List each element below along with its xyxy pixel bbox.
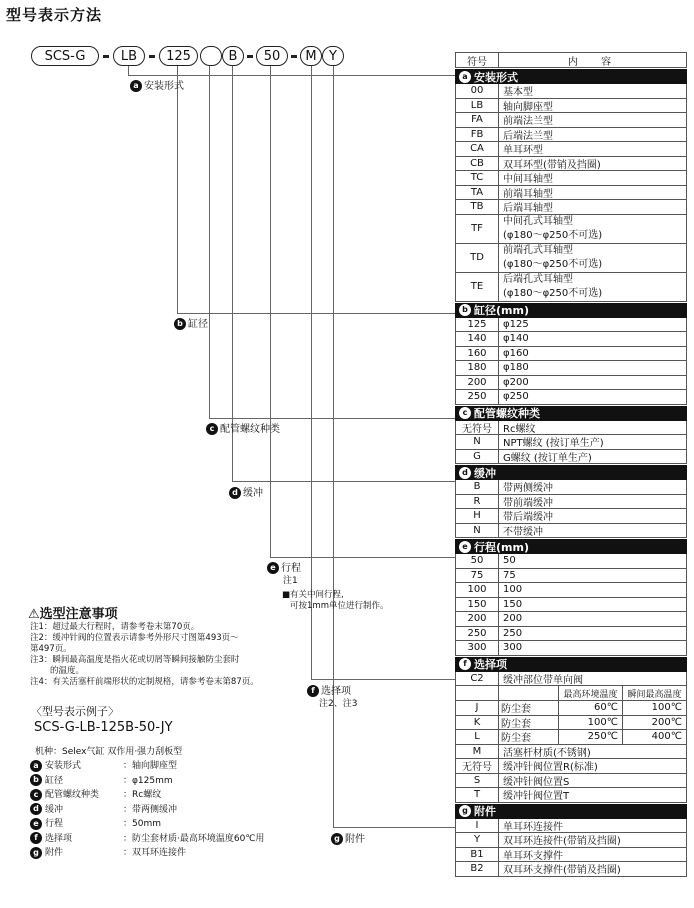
model-part-bore: 125 [159,46,198,66]
table-row [455,480,687,495]
row-desc: 单耳环支撑件 [503,850,563,861]
table-row [455,554,687,569]
badge-icon: a [30,760,42,772]
row-desc-note: (φ180～φ250不可选) [503,258,603,270]
table-row [455,332,687,347]
row-code: TE [456,273,499,301]
row-desc: 轴向脚座型 [503,101,553,112]
model-separator [103,55,109,58]
table-row [455,495,687,510]
row-desc: 活塞杆材质(不锈钢) [503,747,591,758]
badge-icon: e [267,562,279,574]
leader-b [177,66,178,314]
badge-icon: b [459,304,471,316]
leader-d [232,481,455,482]
table-row [455,99,687,114]
row-desc [499,701,686,715]
example-value: ：φ125mm [123,775,173,786]
table-row [455,142,687,157]
model-part-stroke: 50 [256,46,288,66]
row-ambient-temp: 250℃ [558,730,622,744]
row-code: TB [456,200,499,214]
example-value: ：Rc螺纹 [123,790,162,800]
row-desc: 带两侧缓冲 [503,483,553,494]
table-row [455,759,687,774]
badge-icon: c [206,423,218,435]
section-port-thread: c 配管螺纹种类 [455,406,687,421]
row-code: N [456,524,499,538]
row-desc: φ250 [503,391,529,403]
section-bore: b 缸径(mm) [455,303,687,318]
row-code: B2 [456,862,499,876]
table-row [455,583,687,598]
row-desc: 后端法兰型 [503,130,553,141]
row-desc: 100 [503,584,523,596]
row-ambient-temp: 60℃ [558,701,622,715]
row-desc: φ140 [503,333,529,345]
row-desc: 250 [503,627,523,639]
table-row [455,450,687,465]
row-code: L [456,730,499,744]
table-row [455,84,687,99]
table-row [455,598,687,613]
row-material: 防尘套 [501,704,531,715]
callout-option: f 选择项 [307,685,351,698]
row-code: H [456,509,499,523]
header-desc: 内 容 [567,56,622,67]
row-code: 50 [456,554,499,568]
row-desc: 75 [503,569,516,581]
row-desc: 200 [503,613,523,625]
badge-icon: e [459,541,471,553]
row-desc: 300 [503,642,523,654]
row-code: 125 [456,318,499,332]
table-row [455,435,687,450]
row-desc: 150 [503,598,523,610]
example-item [30,803,264,818]
row-code: 75 [456,569,499,583]
temp-header-row [455,686,687,701]
callout-accessory: g 附件 [331,833,365,846]
section-stroke: e 行程(mm) [455,539,687,554]
row-code: R [456,495,499,509]
warning-heading: ⚠选型注意事项 [28,607,118,622]
row-instant-temp: 100℃ [622,701,686,715]
row-code: G [456,450,499,464]
row-material: 防尘套 [501,733,531,744]
callout-port-thread: c 配管螺纹种类 [206,423,280,436]
row-code: TC [456,171,499,185]
table-row [455,347,687,362]
section-accessory: g 附件 [455,804,687,819]
badge-icon: f [307,685,319,697]
page-title: 型号表示方法 [6,6,103,24]
row-desc: 单耳环型 [503,145,543,156]
table-row [455,612,687,627]
row-desc-line: 后端孔式耳轴型 [503,273,573,285]
badge-icon: c [459,407,471,419]
stroke-note-line-2: 可按1mm单位进行制作。 [290,601,389,611]
row-desc-note: (φ180～φ250不可选) [503,287,603,299]
row-desc: 基本型 [503,87,533,98]
table-row [455,774,687,789]
leader-b [177,313,455,314]
row-desc: Rc螺纹 [503,423,536,434]
row-code: 00 [456,84,499,98]
row-desc: 不带缓冲 [503,526,543,537]
row-code: TD [456,244,499,272]
table-row [455,421,687,436]
model-part-cushion: B [222,46,244,66]
badge-icon: b [174,318,186,330]
row-desc [499,244,686,272]
row-code: CB [456,157,499,171]
temp-header-instant: 瞬间最高温度 [622,686,686,700]
badge-icon: g [331,833,343,845]
row-code: B [456,480,499,494]
spec-table [455,52,687,877]
badge-icon: d [459,467,471,479]
row-desc [499,716,686,730]
example-value: ：50mm [123,819,161,829]
row-desc: 双耳环型(带销及挡圈) [503,159,601,170]
example-item [30,817,264,832]
row-ambient-temp: 100℃ [558,716,622,730]
row-desc-line: 前端孔式耳轴型 [503,244,573,256]
badge-icon: c [30,789,42,801]
row-code: B1 [456,848,499,862]
row-desc: φ125 [503,318,529,330]
model-part-option: M [300,46,322,66]
leader-g [333,66,334,828]
row-desc: 双耳环连接件(带销及挡圈) [503,836,621,847]
leader-c [209,418,455,419]
row-desc [499,273,686,301]
table-row [455,273,687,302]
table-row [455,157,687,172]
model-part-series: SCS-G [31,46,99,66]
badge-icon: b [30,774,42,786]
row-code: I [456,819,499,833]
example-list [30,759,264,861]
leader-d [232,66,233,482]
example-value: ：防尘套材质·最高环境温度60℃用 [123,833,265,844]
row-desc: 前端法兰型 [503,116,553,127]
badge-icon: a [459,71,471,83]
table-row [455,509,687,524]
table-row [455,200,687,215]
example-item [30,788,264,803]
example-value: ：轴向脚座型 [123,761,178,771]
example-item [30,774,264,789]
row-desc: 带后端缓冲 [503,512,553,523]
row-desc: G螺纹 (按订单生产) [503,452,592,463]
table-row [455,569,687,584]
example-item [30,832,264,847]
callout-stroke-note: 注1 [283,576,298,586]
leader-c [209,66,210,419]
section-mounting: a 安装形式 [455,69,687,84]
example-value: ：双耳环连接件 [123,848,187,858]
row-code: 250 [456,627,499,641]
table-row [455,215,687,244]
badge-icon: a [130,80,142,92]
example-key: 附件 [45,848,64,858]
callout-option-note: 注2、注3 [319,699,358,709]
section-option: f 选择项 [455,657,687,672]
table-row [455,848,687,863]
row-code: 250 [456,390,499,404]
example-key: 安装形式 [45,761,82,771]
model-separator [149,55,155,58]
row-code: TA [456,186,499,200]
table-row [455,171,687,186]
table-row [455,627,687,642]
row-material: 防尘套 [501,718,531,729]
row-code: Y [456,833,499,847]
table-row [455,390,687,405]
row-desc: 单耳环连接件 [503,821,563,832]
temp-header-ambient: 最高环境温度 [558,686,622,700]
row-desc: 中间耳轴型 [503,174,553,185]
badge-icon: e [30,818,42,830]
row-code: 100 [456,583,499,597]
row-code: J [456,701,499,715]
table-row [455,862,687,877]
row-code: K [456,716,499,730]
row-desc-note: (φ180～φ250不可选) [503,229,603,241]
table-row [455,113,687,128]
example-machine: 机种：Selex气缸 双作用·强力刮板型 [35,747,183,757]
badge-icon: g [30,847,42,859]
stroke-note-line-1: ■有关中间行程, [282,590,344,600]
example-key: 行程 [45,819,64,829]
example-item [30,759,264,774]
row-code: T [456,788,499,802]
table-header [455,52,687,68]
row-code: 150 [456,598,499,612]
table-row [455,745,687,760]
table-row [455,376,687,391]
example-key: 配管螺纹种类 [45,790,100,800]
leader-e [270,66,271,558]
row-desc: φ200 [503,376,529,388]
example-key: 缓冲 [45,804,64,815]
table-row [455,730,687,745]
table-row [455,318,687,333]
example-item [30,846,264,861]
row-desc: φ180 [503,362,529,374]
row-code: TF [456,215,499,243]
leader-e [270,557,455,558]
model-part-port-thread [200,46,222,66]
warning-icon: ⚠ [28,607,40,622]
row-code: 300 [456,641,499,655]
example-heading: 〈型号表示例子〉 [31,705,119,718]
row-instant-temp: 200℃ [622,716,686,730]
row-desc: 缓冲针阀位置S [503,776,570,787]
table-row [455,186,687,201]
model-separator [247,55,253,58]
badge-icon: g [459,805,471,817]
row-code: 200 [456,376,499,390]
row-desc: 前端耳轴型 [503,188,553,199]
section-cushion: d 缓冲 [455,465,687,480]
callout-stroke: e 行程 [267,562,301,575]
table-row [455,244,687,273]
row-code: 140 [456,332,499,346]
row-code: 无符号 [456,759,499,773]
example-key: 选择项 [45,833,73,844]
warning-notes: 注1：超过最大行程时，请参考卷末第70页。 注2：缓冲针阀的位置表示请参考外形尺寸图第493页～ 第497页。 注3：瞬间最高温度是指火花或切屑等瞬间接触防尘套时 的温度。 注4：有关活塞杆前端形状的定制规格，请参考卷末第87页。 [30,622,259,687]
example-value: ：带两侧缓冲 [123,804,178,815]
table-row [455,833,687,848]
row-code: LB [456,99,499,113]
row-code: 180 [456,361,499,375]
model-separator [291,55,297,58]
callout-bore: b 缸径 [174,318,208,331]
row-desc [499,730,686,744]
row-desc: 双耳环支撑件(带销及挡圈) [503,865,621,876]
row-desc: φ160 [503,347,529,359]
callout-mounting: a 安装形式 [130,80,184,93]
row-desc [499,215,686,243]
leader-g [333,827,455,828]
badge-icon: d [229,487,241,499]
badge-icon: f [459,658,471,670]
table-row [455,788,687,803]
table-row: C2 缓冲部位带单向阀 [455,672,687,687]
row-desc: NPT螺纹 (按订单生产) [503,438,604,449]
row-code: FB [456,128,499,142]
table-row [455,524,687,539]
row-desc: 缓冲针阀位置R(标准) [503,762,598,773]
row-code: 160 [456,347,499,361]
badge-icon: f [30,832,42,844]
callout-cushion: d 缓冲 [229,487,263,500]
example-key: 缸径 [45,775,64,786]
row-code: 200 [456,612,499,626]
table-row [455,641,687,656]
row-code: N [456,435,499,449]
row-desc: 50 [503,555,516,567]
row-instant-temp: 400℃ [622,730,686,744]
row-desc: 缓冲针阀位置T [503,791,570,802]
row-code: CA [456,142,499,156]
table-row [455,819,687,834]
row-code: S [456,774,499,788]
row-desc: 后端耳轴型 [503,203,553,214]
model-part-accessory: Y [322,46,344,66]
row-code: M [456,745,499,759]
header-code: 符号 [456,53,499,67]
table-row [455,716,687,731]
example-model: SCS-G-LB-125B-50-JY [34,720,173,735]
row-desc: 带前端缓冲 [503,497,553,508]
row-desc-line: 中间孔式耳轴型 [503,215,573,227]
table-row [455,361,687,376]
model-part-mounting: LB [113,46,145,66]
row-code: 无符号 [456,421,499,435]
table-row [455,701,687,716]
badge-icon: d [30,803,42,815]
table-row [455,128,687,143]
row-code: FA [456,113,499,127]
leader-f [311,66,312,680]
